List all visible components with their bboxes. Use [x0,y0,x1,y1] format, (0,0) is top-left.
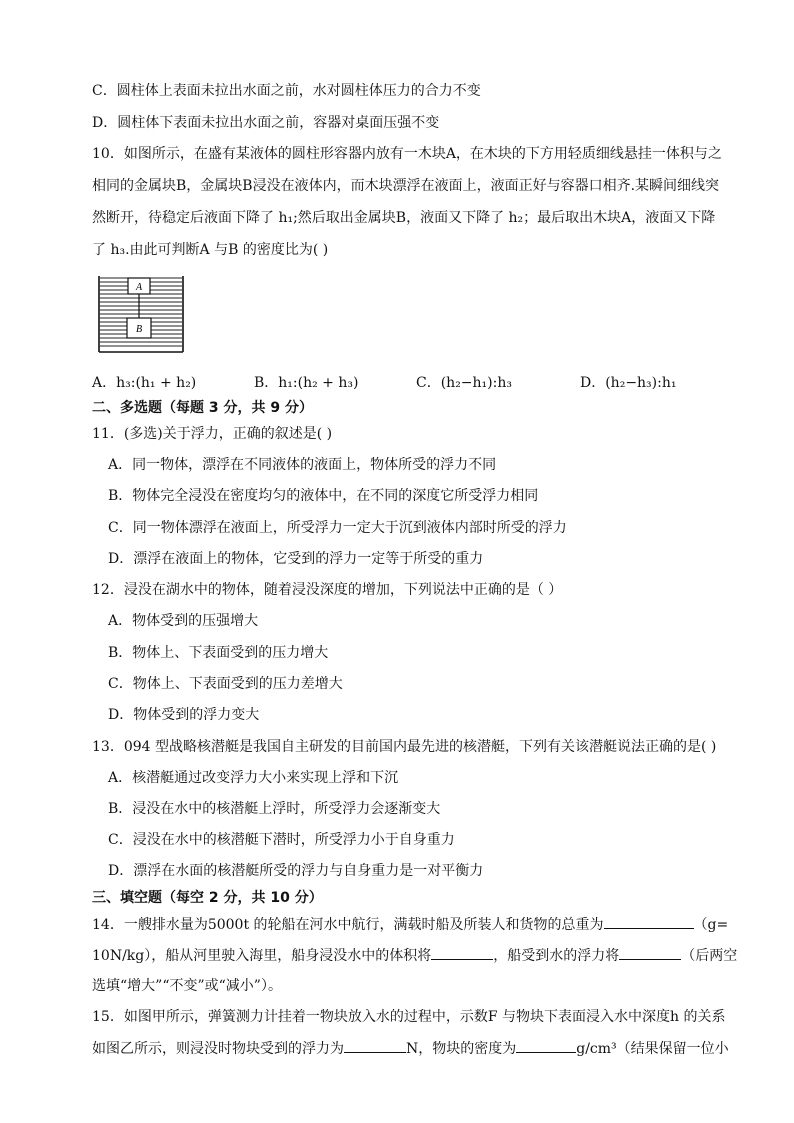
q15-text-2: N，物块的密度为 [406,1041,517,1057]
q10-container-figure [98,276,184,354]
q14-blank-3[interactable] [619,945,681,960]
block-a-label: A [135,282,143,293]
q10-stem-line3: 然断开，待稳定后液面下降了 h₁;然后取出金属块B，液面又下降了 h₂；最后取出木块A，液面又下降 [92,210,716,226]
q14-line3: 选填“增大”“不变”或“减小”）。 [92,978,282,994]
q9-option-c: C．圆柱体上表面未拉出水面之前，水对圆柱体压力的合力不变 [92,83,481,99]
q13-option-d: D．漂浮在水面的核潜艇所受的浮力与自身重力是一对平衡力 [108,863,484,879]
q14-line1 [92,914,728,935]
q15-text-1: 如图乙所示，则浸没时物块受到的浮力为 [92,1041,344,1057]
q10-options [92,372,732,392]
q14-text-5: （后两空 [681,948,738,964]
q12-option-a: A．物体受到的压强增大 [108,613,259,629]
q11-option-a: A．同一物体，漂浮在不同液体的液面上，物体所受的浮力不同 [108,457,497,473]
q12-option-b: B．物体上、下表面受到的压力增大 [108,645,329,661]
q15-line2 [92,1038,729,1059]
q10-option-b: B．h₁:(h₂ + h₃) [254,375,359,391]
q15-text-3: g/cm³（结果保留一位小 [576,1041,729,1057]
q15-blank-2[interactable] [516,1038,576,1053]
section3-heading: 三、填空题（每空 2 分，共 10 分） [92,890,323,906]
q13-option-a: A．核潜艇通过改变浮力大小来实现上浮和下沉 [108,770,399,786]
q12-stem: 12．浸没在湖水中的物体，随着浸没深度的增加，下列说法中正确的是（ ） [92,582,563,598]
q13-stem: 13．094 型战略核潜艇是我国自主研发的目前国内最先进的核潜艇，下列有关该潜艇说法正确的是( ) [92,739,717,755]
q15-blank-1[interactable] [344,1038,406,1053]
q11-option-b: B．物体完全浸没在密度均匀的液体中，在不同的深度它所受浮力相同 [108,488,539,504]
q14-line2 [92,945,737,966]
q14-text-3: 10N/kg），船从河里驶入海里，船身浸没水中的体积将 [92,948,432,964]
q14-text-4: ，船受到水的浮力将 [493,948,620,964]
q12-option-c: C．物体上、下表面受到的压力差增大 [108,676,343,692]
q10-option-d: D．(h₂−h₃):h₁ [580,375,677,391]
q10-stem-line4: 了 h₃.由此可判断A 与B 的密度比为( ) [92,242,329,258]
q10-stem-line1: 10．如图所示，在盛有某液体的圆柱形容器内放有一木块A，在木块的下方用轻质细线悬挂一体积与之 [92,146,722,162]
q14-blank-1[interactable] [604,914,694,929]
q13-option-b: B．浸没在水中的核潜艇上浮时，所受浮力会逐渐变大 [108,801,441,817]
q11-option-c: C．同一物体漂浮在液面上，所受浮力一定大于沉到液体内部时所受的浮力 [108,520,567,536]
q13-option-c: C．浸没在水中的核潜艇下潜时，所受浮力小于自身重力 [108,832,455,848]
q14-text-2: （g= [693,917,729,933]
q12-option-d: D．物体受到的浮力变大 [108,707,260,723]
q15-line1: 15．如图甲所示，弹簧测力计挂着一物块放入水的过程中，示数F 与物块下表面浸入水中深度h 的关系 [92,1009,726,1025]
q14-blank-2[interactable] [431,945,493,960]
q10-stem-line2: 相同的金属块B，金属块B浸没在液体内，而木块漂浮在液面上，液面正好与容器口相齐.某瞬间细线突 [92,178,720,194]
q10-option-c: C．(h₂−h₁):h₃ [416,375,512,391]
q10-option-a: A．h₃:(h₁ + h₂) [92,375,197,391]
q9-option-d: D．圆柱体下表面未拉出水面之前，容器对桌面压强不变 [92,115,440,131]
block-b-label: B [135,324,143,335]
q14-text-1: 14．一艘排水量为5000t 的轮船在河水中航行，满载时船及所装人和货物的总重为 [92,917,604,933]
section2-heading: 二、多选题（每题 3 分，共 9 分） [92,400,313,416]
q11-stem: 11．(多选)关于浮力，正确的叙述是( ) [92,426,333,442]
q11-option-d: D．漂浮在液面上的物体，它受到的浮力一定等于所受的重力 [108,551,484,567]
